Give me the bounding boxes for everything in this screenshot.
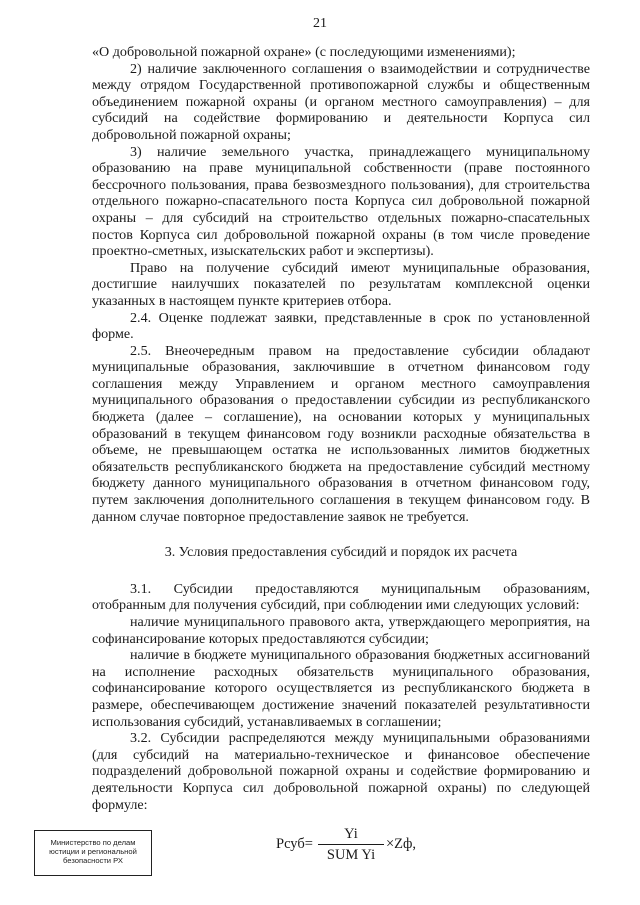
stamp-line: юстиции и региональной xyxy=(49,847,137,856)
formula-numerator: Yi xyxy=(344,826,358,842)
paragraph: наличие в бюджете муниципального образования бюджетных ассигнований на исполнение расходных обязательств муниципального образования, софинансирование которого осуществляется из республиканского бюджета в размере, обеспечивающем достижение значений показателей результативности использования субсидий, устанавливаемых в соглашении; xyxy=(92,647,590,730)
paragraph: «О добровольной пожарной охране» (с последующими изменениями); xyxy=(92,44,516,60)
section-heading: 3. Условия предоставления субсидий и порядок их расчета xyxy=(164,544,518,561)
paragraph: 3) наличие земельного участка, принадлежащего муниципальному образованию на праве муниципальной собственности (праве постоянного бессрочного пользования, права безвозмездного пользования), для строительства отдельного пожарно-спасательного поста Корпуса сил добровольной пожарной охраны – для субсидий на строительство отдельных пожарно-спасательных постов Корпуса сил добровольной пожарной охраны (в том числе проведение проектно-сметных, изыскательских работ и экспертизы). xyxy=(92,143,590,260)
formula-fraction xyxy=(318,826,384,864)
paragraph: 2) наличие заключенного соглашения о взаимодействии и сотрудничестве между отрядом Государственной противопожарной службы и общественным объединением пожарной охраны (и органом местного самоуправления) – для субсидий на содействие формированию и деятельности Корпуса сил добровольной пожарной охраны; xyxy=(92,60,590,143)
paragraph: Право на получение субсидий имеют муниципальные образования, достигшие наилучших показателей по результатам комплексной оценки указанных в настоящем пункте критериев отбора. xyxy=(92,259,590,309)
body-text xyxy=(92,44,590,813)
paragraph: 3.2. Субсидии распределяются между муниципальными образованиями (для субсидий на материально-техническое и финансовое обеспечение подразделений добровольной пожарной охраны и содействие формированию и деятельности Корпуса сил добровольной пожарной охраны) по следующей формуле: xyxy=(92,730,590,813)
paragraph: 2.5. Внеочередным правом на предоставление субсидии обладают муниципальные образования, заключившие в отчетном финансовом году соглашения между Управлением и органом местного самоуправления муниципального образования о предоставлении субсидии из республиканского бюджета (далее – соглашение), на основании которых у муниципальных образований в текущем финансовом году возникли расходные обязательства в объеме, не превышающем остатка не использованных лимитов бюджетных обязательств республиканского бюджета на предоставление субсидий местному бюджету данного муниципального образования в отчетном финансовом году, путем заключения дополнительного соглашения в текущем финансовом году. В данном случае повторное предоставление заявок не требуется. xyxy=(92,342,590,525)
paragraph: 2.4. Оценке подлежат заявки, представленные в срок по установленной форме. xyxy=(92,309,590,343)
page-number: 21 xyxy=(313,16,327,31)
subsidy-formula xyxy=(276,826,496,866)
paragraph: наличие муниципального правового акта, утверждающего мероприятия, на софинансирование которых предоставляются субсидии; xyxy=(92,614,590,647)
stamp-line: Министерство по делам xyxy=(50,838,136,847)
fraction-bar xyxy=(318,844,384,845)
formula-rhs: ×Zф, xyxy=(386,836,417,852)
paragraph: 3.1. Субсидии предоставляются муниципальным образованиям, отобранным для получения субсидий, при соблюдении ими следующих условий: xyxy=(92,580,590,614)
ministry-stamp xyxy=(34,830,152,876)
stamp-line: безопасности РХ xyxy=(63,856,123,865)
formula-lhs: Рсуб= xyxy=(276,836,313,852)
formula-denominator: SUM Yi xyxy=(326,847,376,863)
